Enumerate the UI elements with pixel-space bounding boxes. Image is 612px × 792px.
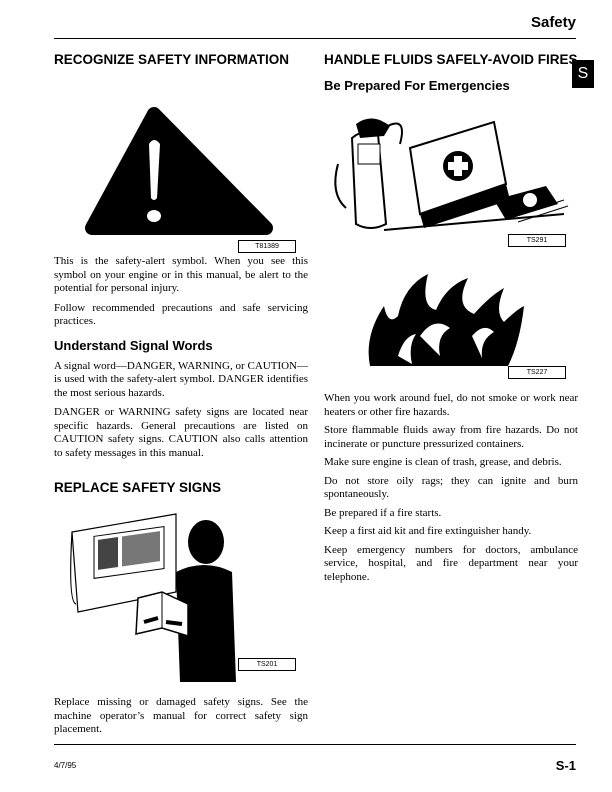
paragraph: Do not store oily rags; they can ignite and burn spontaneously.: [324, 474, 578, 500]
section-tab: S: [572, 60, 594, 88]
heading-be-prepared: Be Prepared For Emergencies: [324, 78, 510, 93]
footer-date: 4/7/95: [54, 761, 77, 770]
safety-alert-figure: [54, 78, 308, 250]
fire-extinguisher-first-aid-icon: [324, 104, 578, 244]
person-reading-icon: [54, 512, 308, 682]
safety-alert-icon: [54, 78, 308, 246]
paragraph: A signal word—DANGER, WARNING, or CAUTION—is used with the safety-alert symbol. DANGER identifies the most serious hazards.: [54, 359, 308, 399]
emergency-kit-figure: [324, 104, 578, 244]
paragraph: When you work around fuel, do not smoke or work near heaters or other fire hazards.: [324, 392, 578, 418]
flame-icon: [324, 266, 578, 380]
figure-label: TS291: [508, 234, 566, 247]
figure-label: T81389: [238, 240, 296, 253]
page-header-title: Safety: [530, 14, 576, 31]
heading-handle-fluids: HANDLE FLUIDS SAFELY-AVOID FIRES: [324, 52, 578, 67]
paragraph: DANGER or WARNING safety signs are located near specific hazards. General precautions are listed on CAUTION safety signs. CAUTION also calls attention to safety messages in this manual.: [54, 406, 308, 459]
footer-rule: [54, 744, 576, 745]
paragraph: Store flammable fluids away from fire hazards. Do not incinerate or puncture pressurized containers.: [324, 424, 578, 450]
heading-recognize-safety: RECOGNIZE SAFETY INFORMATION: [54, 52, 290, 67]
paragraph: Be prepared if a fire starts.: [324, 506, 442, 519]
right-column: [324, 50, 578, 584]
paragraph: Make sure engine is clean of trash, grease, and debris.: [324, 456, 562, 468]
page-number: S-1: [555, 758, 576, 773]
paragraph: Replace missing or damaged safety signs. See the machine operator’s manual for correct safety sign placement.: [54, 696, 308, 735]
heading-signal-words: Understand Signal Words: [54, 337, 213, 353]
figure-label: TS201: [238, 658, 296, 671]
paragraph: Keep emergency numbers for doctors, ambulance service, hospital, and fire department near your telephone.: [324, 543, 578, 583]
paragraph: This is the safety-alert symbol. When you see this symbol on your engine or in this manual, be alert to the potential for personal injury.: [54, 255, 308, 294]
paragraph: Keep a first aid kit and fire extinguisher handy.: [324, 525, 532, 537]
figure-label: TS227: [508, 366, 566, 379]
safety-signs-figure: [54, 512, 308, 682]
flames-figure: [324, 266, 578, 380]
heading-replace-signs: REPLACE SAFETY SIGNS: [54, 480, 222, 495]
paragraph: Follow recommended precautions and safe servicing practices.: [54, 301, 308, 327]
left-column: [54, 50, 308, 737]
header-rule: [54, 38, 576, 39]
